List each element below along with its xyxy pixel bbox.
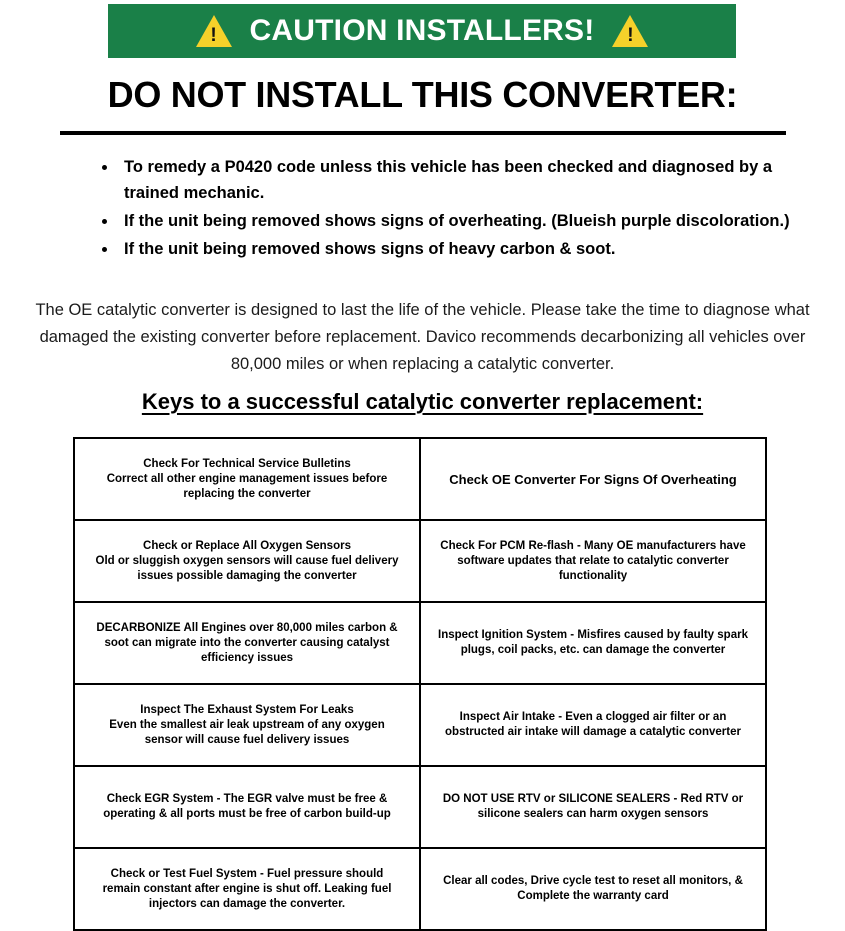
cell-line: Inspect Air Intake - Even a clogged air filter or an	[459, 711, 727, 723]
cell-line: DO NOT USE RTV or SILICONE SEALERS - Red RTV or	[442, 793, 744, 805]
cell-line: Correct all other engine management issues before	[106, 472, 388, 485]
list-item: • To remedy a P0420 code unless this vehicle has been checked and diagnosed by a trained mechanic.	[118, 154, 798, 206]
table-cell	[420, 520, 766, 602]
table-cell	[420, 848, 766, 930]
caution-banner-title: CAUTION INSTALLERS!	[249, 14, 595, 47]
warning-triangle-icon	[196, 15, 232, 48]
horizontal-divider	[60, 131, 786, 135]
cell-line: efficiency issues	[200, 651, 294, 664]
cell-line: software updates that relate to catalytic converter	[457, 554, 729, 567]
cell-line: plugs, coil packs, etc. can damage the converter	[460, 644, 726, 656]
table-cell	[420, 766, 766, 848]
warning-bang: !	[627, 24, 634, 46]
keys-table	[73, 437, 767, 931]
cell-line: Check EGR System - The EGR valve must be free &	[106, 793, 388, 805]
cell-line: Even the smallest air leak upstream of any oxygen	[109, 718, 385, 731]
cell-line: sensor will cause fuel delivery issues	[144, 733, 350, 746]
cell-line: operating & all ports must be free of carbon build-up	[103, 808, 391, 820]
table-cell	[74, 848, 420, 930]
keys-section-heading: Keys to a successful catalytic converter replacement:	[141, 389, 704, 414]
cell-line: obstructed air intake will damage a catalytic converter	[445, 726, 741, 738]
cell-line: remain constant after engine is shut off. Leaking fuel	[102, 882, 392, 895]
table-cell	[420, 602, 766, 684]
table-cell	[74, 766, 420, 848]
page-title: DO NOT INSTALL THIS CONVERTER:	[107, 74, 738, 115]
table-row	[74, 766, 766, 848]
cell-line: Check or Replace All Oxygen Sensors	[143, 539, 351, 552]
table-row	[74, 684, 766, 766]
cell-line: replacing the converter	[183, 487, 311, 500]
do-not-install-list	[96, 154, 798, 264]
table-row	[74, 602, 766, 684]
cell-line: silicone sealers can harm oxygen sensors	[477, 808, 709, 820]
table-cell	[74, 520, 420, 602]
table-cell	[420, 684, 766, 766]
cell-line: Check For Technical Service Bulletins	[143, 457, 351, 470]
intro-paragraph: The OE catalytic converter is designed to last the life of the vehicle. Please take the time to diagnose what damaged the existing converter before replacement. Davico recommends decarbonizing all vehicles over 80,000 miles or when replacing a catalytic converter.	[35, 301, 810, 373]
cell-line: Inspect The Exhaust System For Leaks	[140, 703, 354, 716]
cell-line: injectors can damage the converter.	[148, 897, 346, 910]
cell-line: Inspect Ignition System - Misfires caused by faulty spark	[438, 629, 748, 641]
warning-triangle-icon	[612, 15, 648, 48]
cell-line: functionality	[558, 569, 628, 582]
list-item: • If the unit being removed shows signs of overheating. (Blueish purple discoloration.)	[118, 208, 798, 234]
cell-line: DECARBONIZE All Engines over 80,000 miles carbon &	[96, 621, 398, 634]
table-row	[74, 520, 766, 602]
cell-line: soot can migrate into the converter causing catalyst	[104, 636, 390, 649]
cell-line: Clear all codes, Drive cycle test to reset all monitors, &	[443, 875, 743, 887]
list-item: • If the unit being removed shows signs of heavy carbon & soot.	[118, 236, 798, 262]
cell-line: Check OE Converter For Signs Of Overheating	[449, 471, 737, 487]
table-cell	[74, 602, 420, 684]
cell-line: Check For PCM Re-flash - Many OE manufacturers have	[440, 539, 746, 552]
warning-bang: !	[210, 24, 217, 46]
table-row	[74, 438, 766, 520]
cell-line: issues possible damaging the converter	[137, 569, 357, 582]
table-cell	[420, 438, 766, 520]
cell-line: Old or sluggish oxygen sensors will cause fuel delivery	[95, 554, 399, 567]
cell-line: Check or Test Fuel System - Fuel pressure should	[110, 867, 384, 880]
table-cell	[74, 438, 420, 520]
cell-line: Complete the warranty card	[517, 890, 669, 902]
caution-banner	[108, 4, 736, 58]
table-cell	[74, 684, 420, 766]
table-row	[74, 848, 766, 930]
